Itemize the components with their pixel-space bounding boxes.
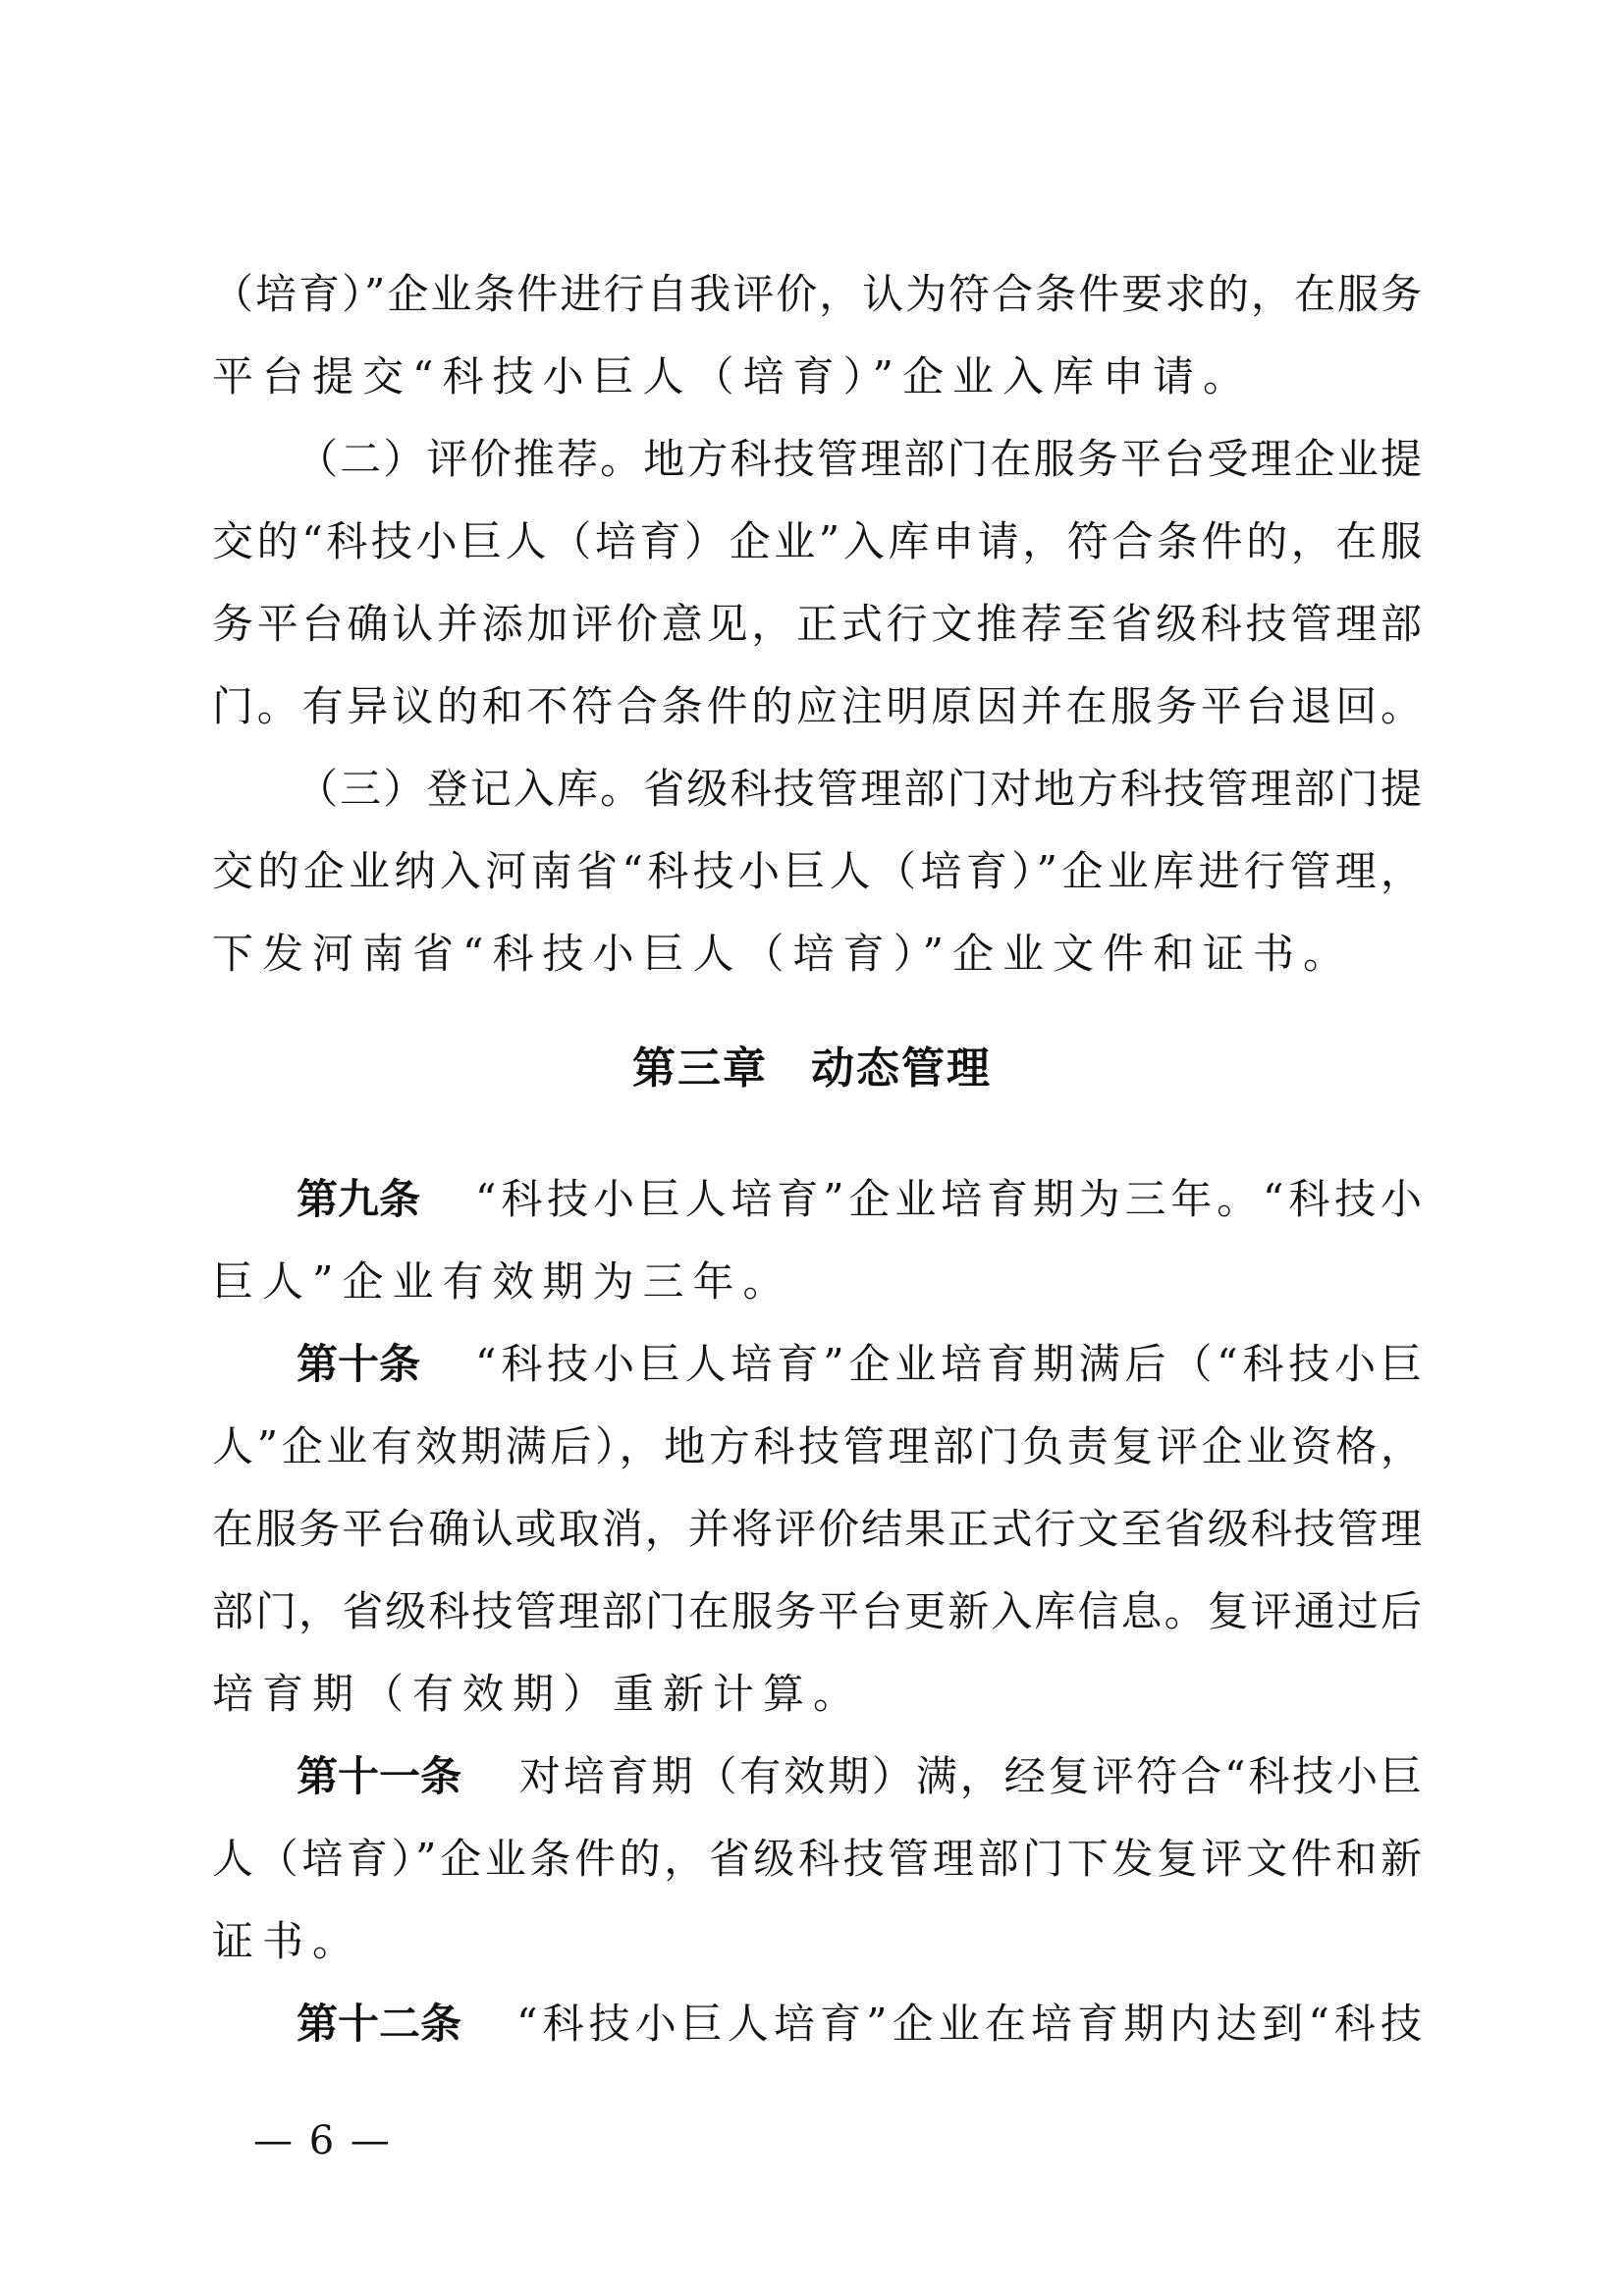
article-label: 第九条 <box>297 1175 421 1223</box>
article-text: “科技小巨人培育”企业在培育期内达到“科技 <box>516 2000 1422 2048</box>
article-first-line <box>297 1992 1422 2056</box>
article-first-line <box>297 1332 1422 1397</box>
body-line: （二）评价推荐。地方科技管理部门在服务平台受理企业提 <box>297 435 1422 483</box>
body-line: 巨人”企业有效期为三年。 <box>212 1257 793 1306</box>
chapter-number: 第三章 <box>632 1043 768 1094</box>
article-label: 第十一条 <box>297 1752 462 1800</box>
article-label: 第十二条 <box>297 2000 462 2048</box>
chapter-title: 动态管理 <box>811 1043 992 1094</box>
body-line: 部门，省级科技管理部门在服务平台更新入库信息。复评通过后 <box>212 1587 1422 1635</box>
article-label: 第十条 <box>297 1340 421 1388</box>
body-line: 人（培育）”企业条件的，省级科技管理部门下发复评文件和新 <box>212 1835 1422 1883</box>
body-line: （三）登记入库。省级科技管理部门对地方科技管理部门提 <box>297 765 1422 813</box>
article-first-line <box>297 1167 1422 1232</box>
chapter-heading <box>0 1037 1624 1101</box>
body-line: 门。有异议的和不符合条件的应注明原因并在服务平台退回。 <box>212 682 1422 730</box>
article-text: 对培育期（有效期）满，经复评符合“科技小巨 <box>516 1752 1422 1800</box>
body-line: 人”企业有效期满后），地方科技管理部门负责复评企业资格， <box>212 1422 1422 1470</box>
body-line: 证书。 <box>212 1917 363 1965</box>
article-first-line <box>297 1744 1422 1809</box>
body-line: 务平台确认并添加评价意见，正式行文推荐至省级科技管理部 <box>212 600 1422 648</box>
body-line: 平台提交“科技小巨人（培育）”企业入库申请。 <box>212 352 1253 400</box>
body-line: 培育期（有效期）重新计算。 <box>212 1670 864 1718</box>
body-line: 交的企业纳入河南省“科技小巨人（培育）”企业库进行管理， <box>212 847 1422 895</box>
body-line: 在服务平台确认或取消，并将评价结果正式行文至省级科技管理 <box>212 1505 1422 1553</box>
body-line: （培育）”企业条件进行自我评价，认为符合条件要求的，在服务 <box>212 270 1422 318</box>
body-line: 下发河南省“科技小巨人（培育）”企业文件和证书。 <box>212 930 1353 978</box>
article-text: “科技小巨人培育”企业培育期满后（“科技小巨 <box>475 1340 1422 1388</box>
article-text: “科技小巨人培育”企业培育期为三年。“科技小 <box>475 1175 1422 1223</box>
body-line: 交的“科技小巨人（培育）企业”入库申请，符合条件的，在服 <box>212 517 1422 565</box>
page-number: — 6 — <box>253 2118 392 2163</box>
